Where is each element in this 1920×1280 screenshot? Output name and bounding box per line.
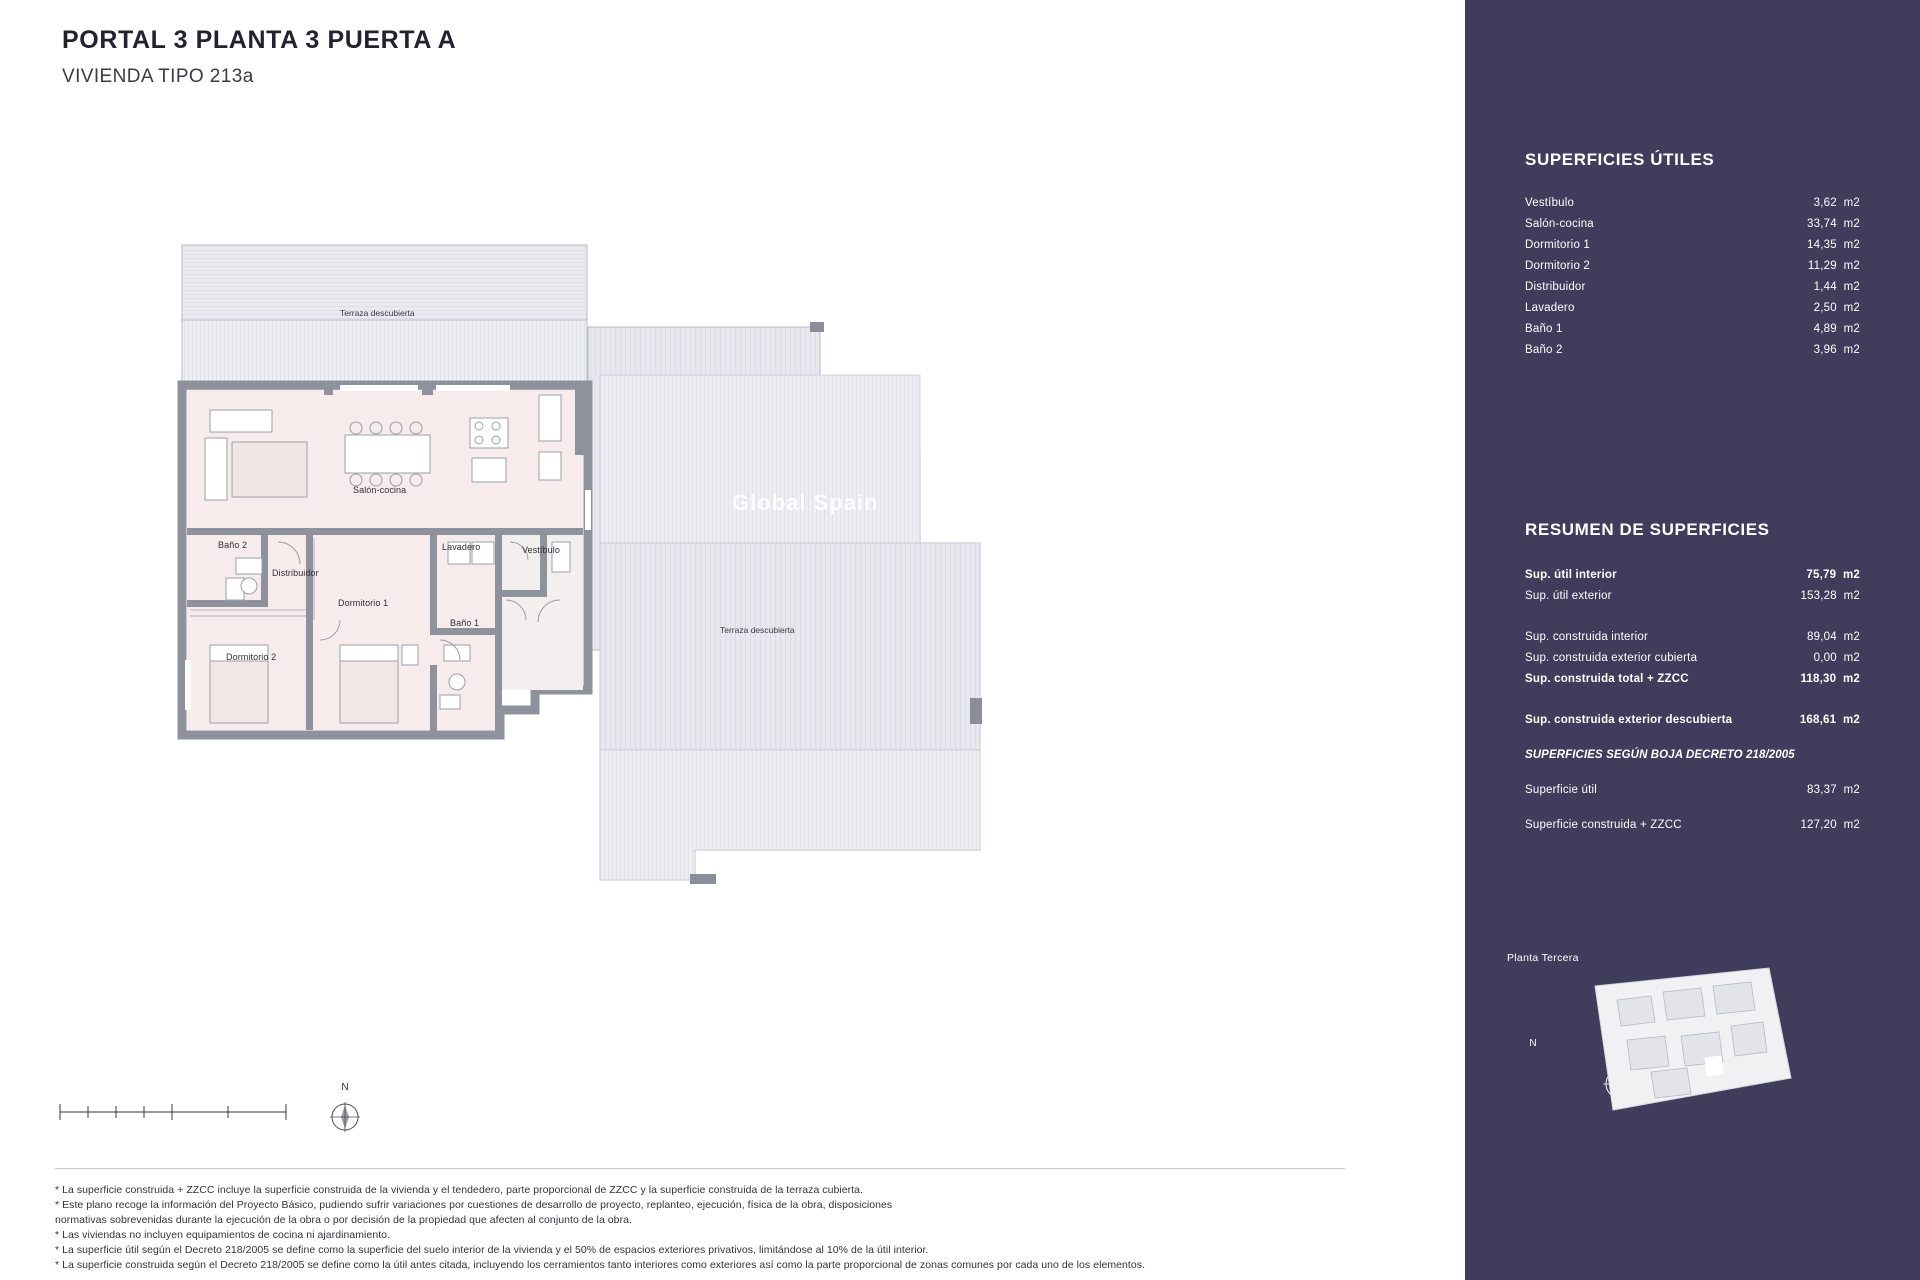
resumen-value: 75,79 m2	[1806, 568, 1860, 581]
floor-plan-drawing	[40, 190, 1220, 950]
utiles-row	[1525, 234, 1860, 255]
resumen-row	[1525, 626, 1860, 647]
footer-divider	[55, 1168, 1345, 1169]
utiles-value: 3,96 m2	[1813, 343, 1860, 356]
resumen-value: 89,04 m2	[1807, 630, 1860, 643]
utiles-label: Baño 2	[1525, 343, 1563, 356]
key-plan-compass	[1505, 1038, 1561, 1110]
compass-icon	[323, 1093, 367, 1137]
decreto-label: Superficie construida + ZZCC	[1525, 818, 1682, 831]
decreto-row	[1525, 779, 1860, 800]
utiles-value: 11,29 m2	[1807, 259, 1860, 272]
resumen-row	[1525, 668, 1860, 689]
utiles-row	[1525, 213, 1860, 234]
resumen-title: RESUMEN DE SUPERFICIES	[1525, 520, 1770, 539]
terrace-right	[588, 322, 982, 884]
resumen-value: 168,61 m2	[1799, 713, 1860, 726]
note-1: * La superficie construida + ZZCC incluye la superficie construida de la vivienda y el tendedero, parte proporcional de ZZCC y la superficie construida de la terraza cubierta.	[55, 1184, 864, 1196]
resumen-row	[1525, 647, 1860, 668]
decreto-value: 127,20 m2	[1800, 818, 1860, 831]
label-salon-cocina: Salón-cocina	[353, 485, 407, 495]
utiles-row	[1525, 339, 1860, 360]
resumen-label: Sup. construida total + ZZCC	[1525, 672, 1689, 685]
decreto-title: SUPERFICIES SEGÚN BOJA DECRETO 218/2005	[1525, 748, 1795, 761]
note-4: * La superficie útil según el Decreto 218/2005 se define como la superficie del suelo interior de la vivienda y el 50% de espacios exteriores privativos, limitándose al 10% de la útil interior.	[55, 1243, 929, 1256]
utiles-value: 14,35 m2	[1807, 238, 1860, 251]
resumen-block	[1525, 520, 1860, 835]
utiles-label: Distribuidor	[1525, 280, 1586, 293]
utiles-label: Salón-cocina	[1525, 217, 1594, 230]
resumen-value: 0,00 m2	[1813, 651, 1860, 664]
page-subtitle: VIVIENDA TIPO 213a	[62, 66, 254, 87]
decreto-value: 83,37 m2	[1807, 783, 1860, 796]
key-plan-north-label: N	[1529, 1038, 1537, 1049]
utiles-row	[1525, 192, 1860, 213]
label-lavadero: Lavadero	[442, 542, 481, 552]
utiles-list	[1525, 192, 1860, 360]
utiles-title: SUPERFICIES ÚTILES	[1525, 150, 1715, 169]
footer-notes	[55, 1168, 1425, 1272]
utiles-value: 3,62 m2	[1813, 196, 1860, 209]
resumen-label: Sup. útil exterior	[1525, 589, 1612, 602]
resumen-value: 153,28 m2	[1800, 589, 1860, 602]
decreto-row	[1525, 814, 1860, 835]
sheet-header	[62, 26, 456, 88]
resumen-value: 118,30 m2	[1800, 672, 1860, 685]
utiles-row	[1525, 297, 1860, 318]
label-terraza-superior: Terraza descubierta	[340, 308, 415, 318]
utiles-label: Vestíbulo	[1525, 196, 1575, 209]
label-bano-1: Baño 1	[450, 618, 480, 628]
watermark: Global Spain	[732, 490, 879, 515]
note-5: * La superficie construida según el Decreto 218/2005 se define como la útil antes citada, incluyendo los cerramientos tanto interiores como exteriores así como la parte proporcional de zonas comunes por cada uno de los elementos.	[55, 1258, 1146, 1271]
label-bano-2: Baño 2	[218, 540, 248, 550]
utiles-label: Dormitorio 2	[1525, 259, 1591, 272]
utiles-row	[1525, 276, 1860, 297]
label-vestibulo: Vestíbulo	[522, 545, 560, 555]
utiles-label: Lavadero	[1525, 301, 1575, 314]
key-plan-label: Planta Tercera	[1507, 952, 1579, 964]
label-dormitorio-2: Dormitorio 2	[226, 652, 277, 662]
resumen-label: Sup. útil interior	[1525, 568, 1617, 581]
scale-bar	[58, 1100, 288, 1129]
surfaces-panel	[1465, 0, 1920, 1280]
decreto-label: Superficie útil	[1525, 783, 1598, 796]
label-terraza-derecha: Terraza descubierta	[720, 625, 795, 635]
note-2-cont: normativas sobrevenidas durante la ejecución de la obra o por decisión de la propiedad que afecten al conjunto de la obra.	[55, 1213, 632, 1226]
note-3: * Las viviendas no incluyen equipamientos de cocina ni ajardinamiento.	[55, 1228, 391, 1241]
site-plan-icon	[1555, 960, 1805, 1120]
utiles-value: 4,89 m2	[1813, 322, 1860, 335]
compass-north-label: N	[341, 1082, 349, 1093]
resumen-label: Sup. construida exterior descubierta	[1525, 713, 1733, 726]
utiles-row	[1525, 318, 1860, 339]
key-plan	[1465, 940, 1920, 1170]
page-title: PORTAL 3 PLANTA 3 PUERTA A	[62, 26, 457, 54]
label-distribuidor: Distribuidor	[272, 568, 319, 578]
resumen-label: Sup. construida interior	[1525, 630, 1649, 643]
note-2: * Este plano recoge la información del Proyecto Básico, pudiendo sufrir variaciones por cuestiones de desarrollo de proyecto, replanteo, ejecución, física de la obra, disposiciones	[55, 1198, 893, 1211]
decreto-title-row	[1525, 744, 1860, 765]
utiles-label: Baño 1	[1525, 322, 1563, 335]
utiles-value: 1,44 m2	[1813, 280, 1860, 293]
resumen-row	[1525, 709, 1860, 730]
utiles-row	[1525, 255, 1860, 276]
resumen-row	[1525, 564, 1860, 585]
utiles-value: 2,50 m2	[1813, 301, 1860, 314]
resumen-row	[1525, 585, 1860, 606]
resumen-label: Sup. construida exterior cubierta	[1525, 651, 1698, 664]
label-dormitorio-1: Dormitorio 1	[338, 598, 389, 608]
compass-main	[320, 1082, 370, 1142]
utiles-value: 33,74 m2	[1807, 217, 1860, 230]
utiles-label: Dormitorio 1	[1525, 238, 1591, 251]
floor-plan-svg	[40, 190, 1220, 950]
